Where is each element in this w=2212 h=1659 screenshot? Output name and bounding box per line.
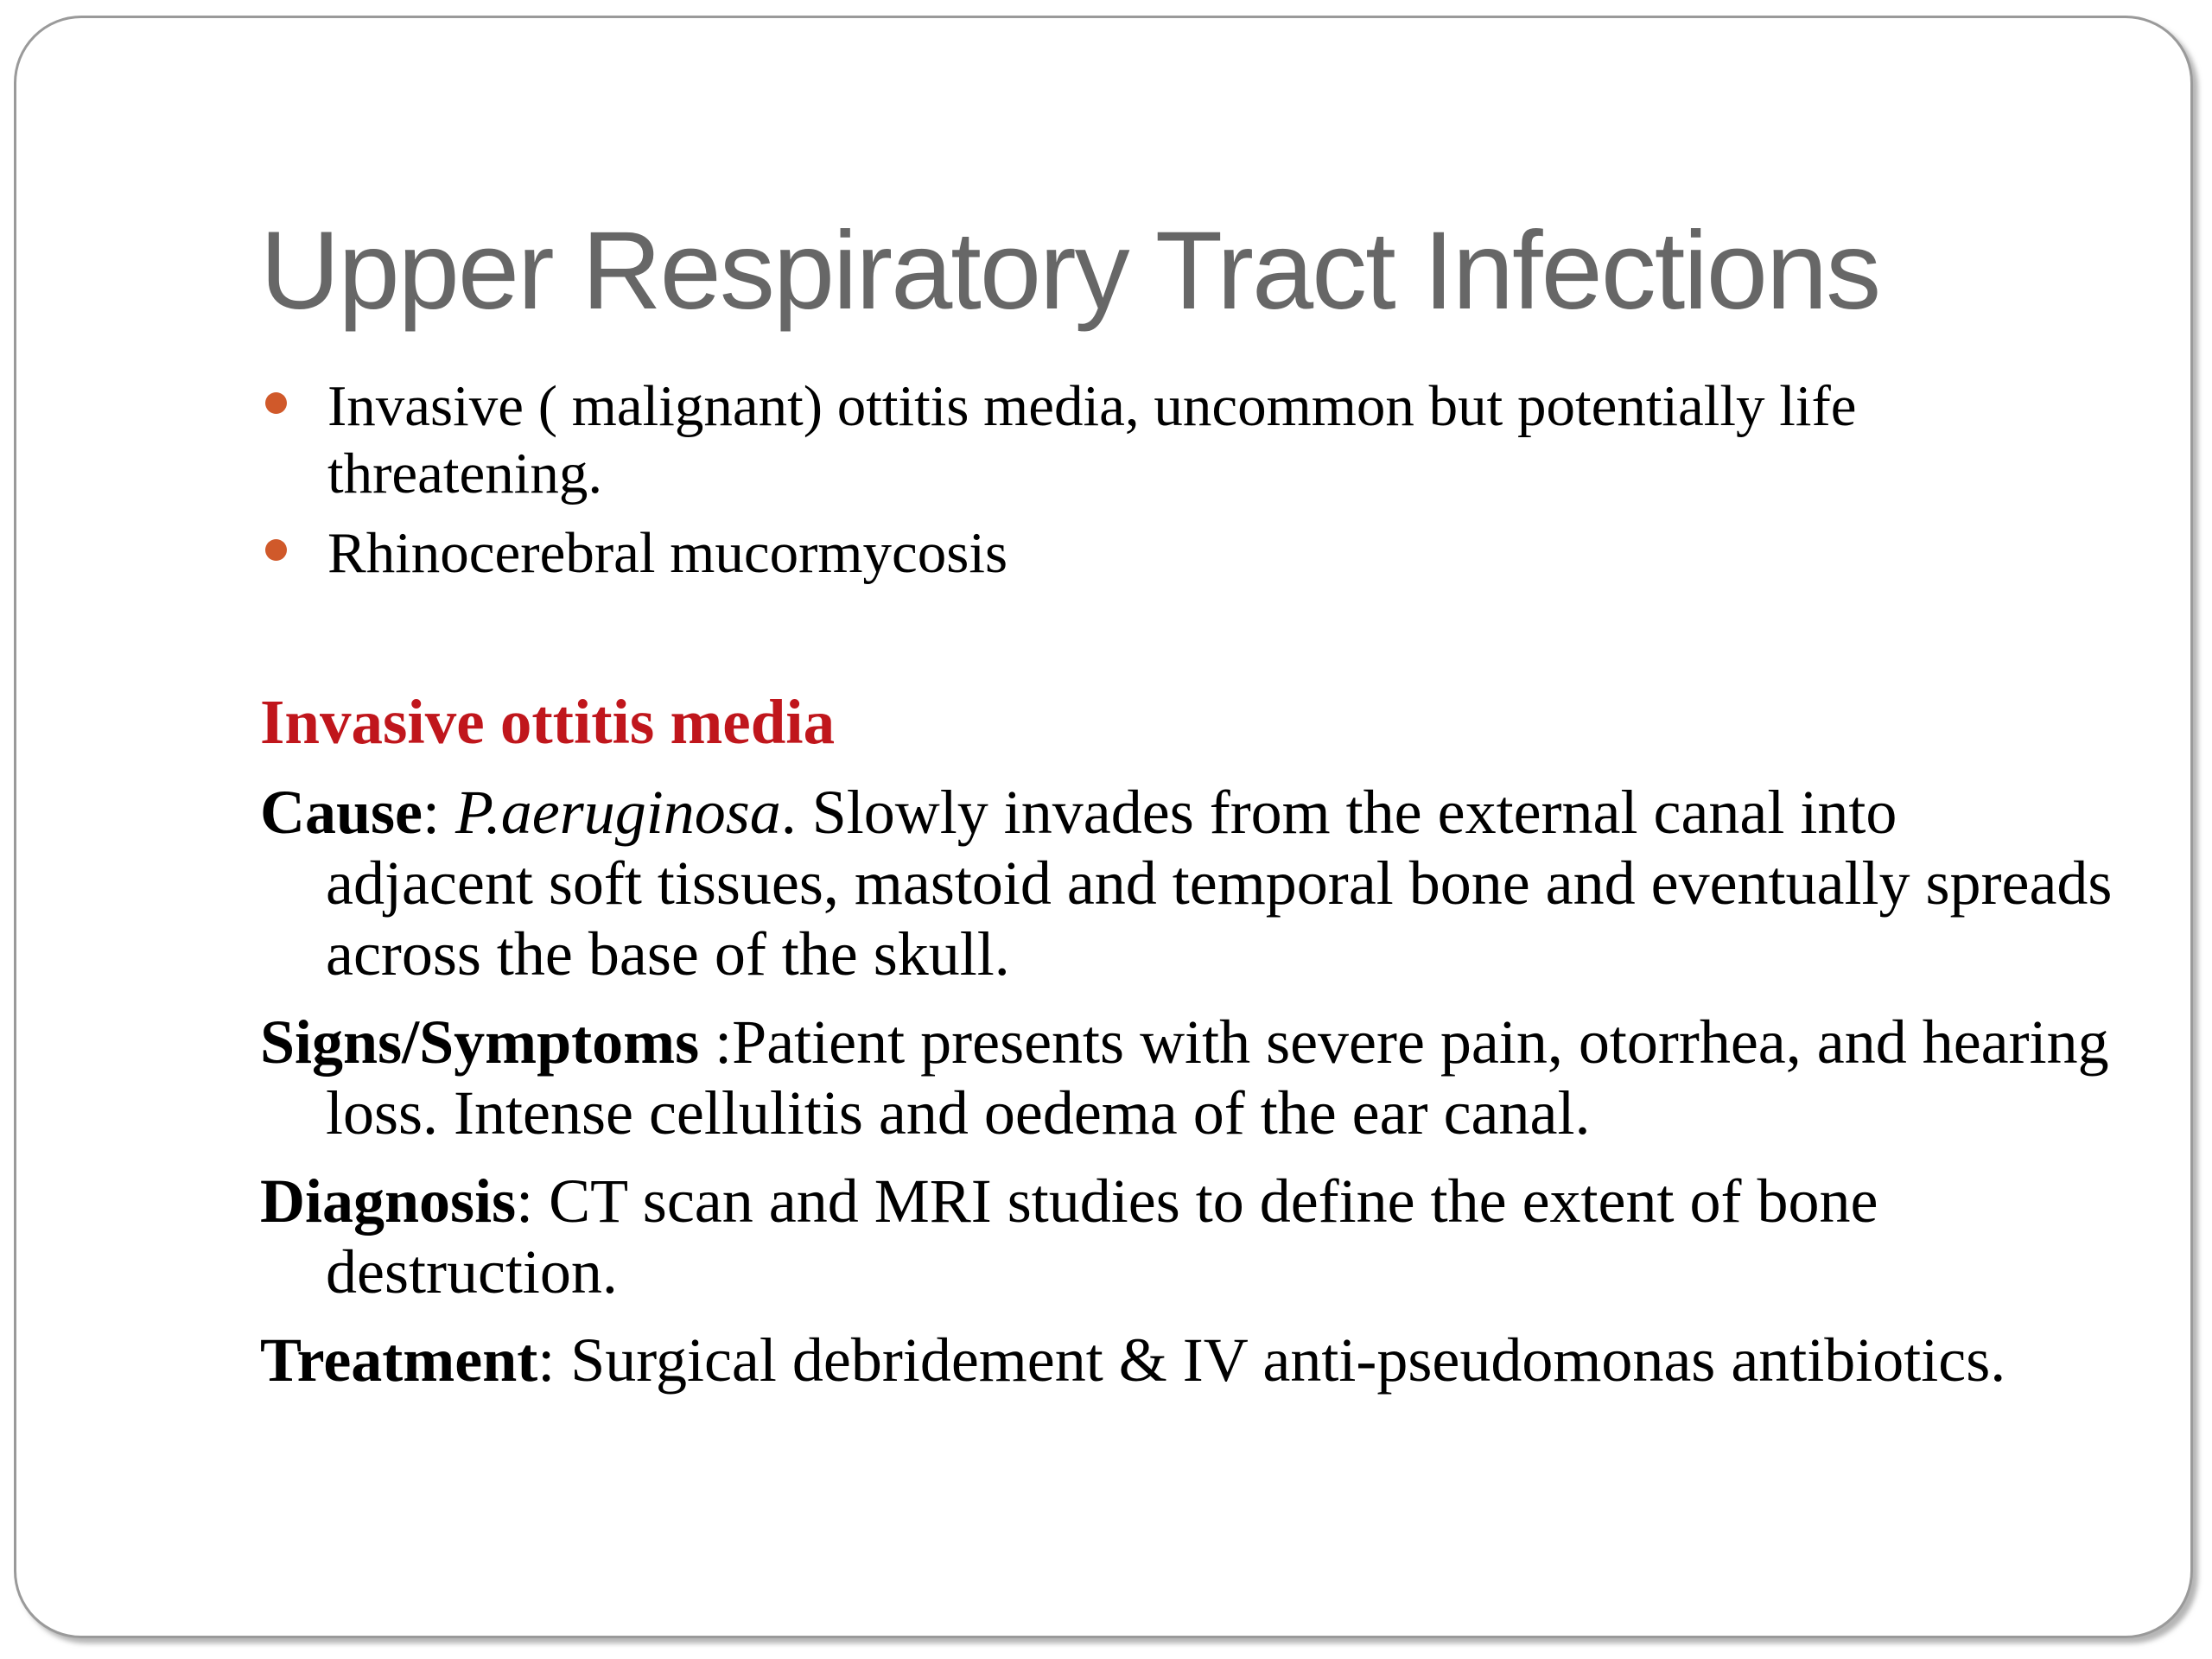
cause-separator: :: [423, 778, 456, 847]
bullet-list: [260, 372, 2005, 599]
section-heading: Invasive ottitis media: [260, 687, 836, 757]
signs-label: Signs/Symptoms: [260, 1007, 700, 1077]
treatment-label: Treatment: [260, 1325, 538, 1395]
bullet-item: [260, 372, 2005, 507]
slide-frame: [14, 16, 2193, 1638]
bullet-dot-icon: [265, 392, 287, 414]
organism-name: P.aeruginosa: [455, 778, 781, 847]
signs-paragraph: [260, 1007, 2118, 1148]
diagnosis-paragraph: [260, 1166, 2118, 1307]
signs-text: :Patient presents with severe pain, otorrhea, and hearing loss. Intense cellulitis and oedema of the ear canal.: [326, 1007, 2109, 1147]
bullet-dot-icon: [265, 539, 287, 561]
bullet-text: Rhinocerebral mucormycosis: [327, 521, 1008, 585]
treatment-paragraph: [260, 1325, 2118, 1395]
diagnosis-text: : CT scan and MRI studies to define the extent of bone destruction.: [326, 1166, 1878, 1306]
cause-label: Cause: [260, 778, 423, 847]
diagnosis-label: Diagnosis: [260, 1166, 517, 1236]
cause-text: . Slowly invades from the external canal into adjacent soft tissues, mastoid and temporal bone and eventually spreads across the base of the skull.: [326, 778, 2113, 988]
treatment-text: : Surgical debridement & IV anti-pseudomonas antibiotics.: [537, 1325, 2006, 1395]
bullet-text: Invasive ( malignant) ottitis media, uncommon but potentially life threatening.: [327, 374, 1857, 505]
details-block: [260, 777, 2118, 1413]
bullet-item: [260, 519, 2005, 587]
cause-paragraph: [260, 777, 2118, 989]
slide-title: Upper Respiratory Tract Infections: [260, 209, 1880, 333]
